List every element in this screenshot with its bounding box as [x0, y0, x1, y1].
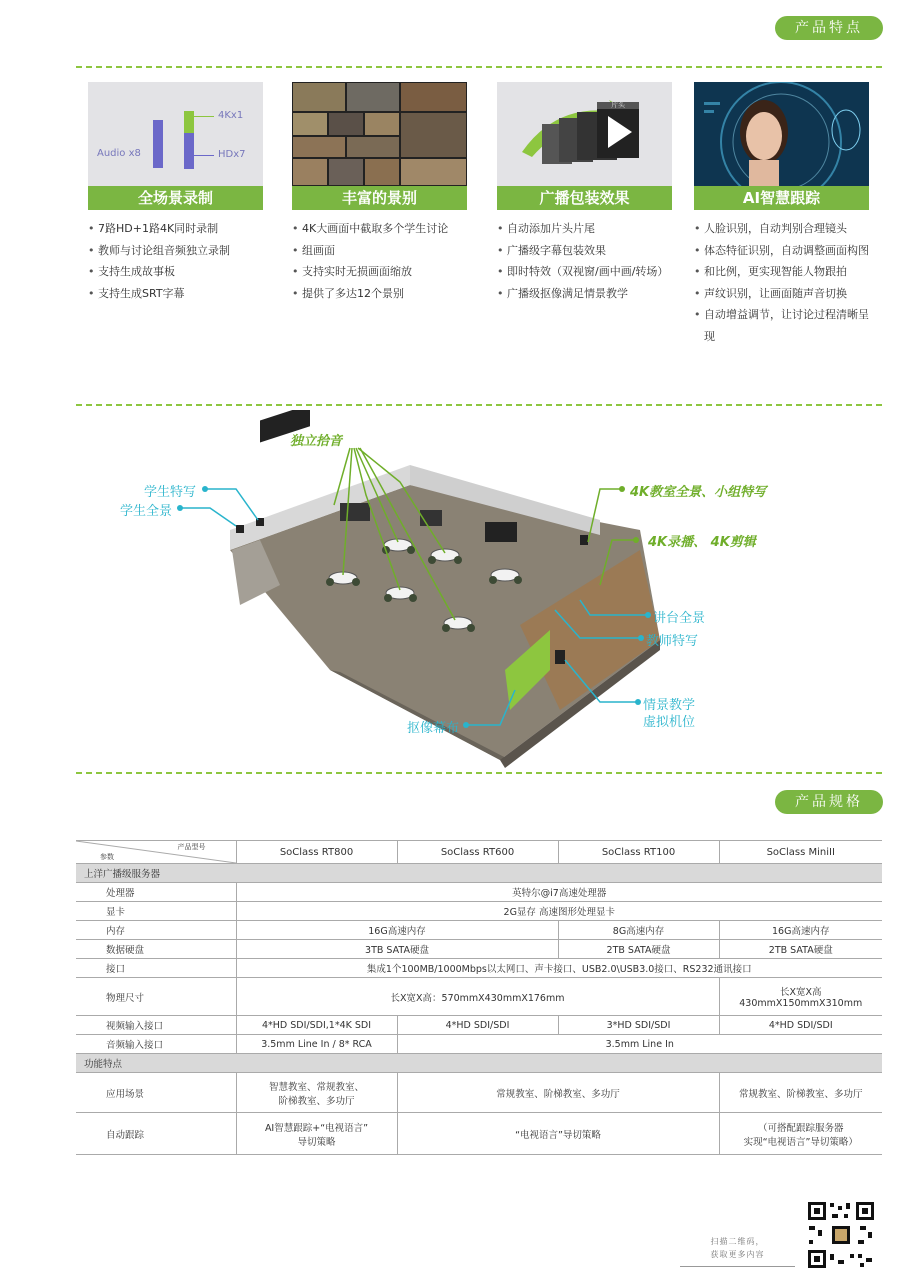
- model-header: SoClass RT600: [397, 841, 558, 864]
- badge-label: 片头: [611, 101, 625, 109]
- classroom-diagram: [0, 410, 900, 770]
- cell: 英特尔@i7高速处理器: [236, 883, 882, 902]
- cell: 常规教室、阶梯教室、多功厅: [397, 1073, 719, 1113]
- list-item: • 声纹识别，让画面随声音切换: [694, 283, 869, 305]
- cell-line: AI智慧跟踪+“电视语言”: [264, 1122, 369, 1134]
- model-header: SoClass RT800: [236, 841, 397, 864]
- table-row: [76, 1113, 882, 1155]
- qr-caption-rule: [680, 1266, 795, 1267]
- list-item: • 4K大画面中截取多个学生讨论: [292, 218, 467, 240]
- table-row: [76, 1035, 882, 1054]
- row-label: 显卡: [76, 902, 236, 921]
- cell: 8G高速内存: [558, 921, 719, 940]
- cell-line: （可搭配跟踪服务器: [757, 1122, 844, 1134]
- section-label: 功能特点: [76, 1054, 882, 1073]
- list-item: • 人脸识别，自动判别合理镜头: [694, 218, 869, 240]
- card-title: AI智慧跟踪: [694, 186, 869, 210]
- card-title: 丰富的景别: [292, 186, 467, 210]
- row-label: 自动跟踪: [76, 1113, 236, 1155]
- film-play-icon: [497, 82, 672, 186]
- card-title: 广播包装效果: [497, 186, 672, 210]
- bullet-list: [694, 218, 869, 347]
- feature-card-broadcast: [497, 82, 672, 304]
- list-item: • 自动增益调节，让讨论过程清晰呈现: [694, 304, 869, 347]
- list-item: • 体态特征识别，自动调整画面构图: [694, 240, 869, 262]
- table-header-row: [76, 841, 882, 864]
- row-label: 应用场景: [76, 1073, 236, 1113]
- keying-screen-label: 抠像幕布: [407, 721, 460, 736]
- spec-table: [76, 840, 882, 1155]
- cell: [719, 1113, 882, 1155]
- bullet-list: [88, 218, 263, 304]
- qr-code[interactable]: [806, 1200, 876, 1270]
- video-bar-hd: [184, 133, 194, 169]
- list-item: • 教师与讨论组音频独立录制: [88, 240, 263, 262]
- multiview-grid-image: [292, 82, 467, 186]
- cell: 2G显存 高速图形处理显卡: [236, 902, 882, 921]
- table-row: [76, 883, 882, 902]
- qr-caption-line2: 获取更多内容: [710, 1250, 765, 1259]
- section-row: [76, 864, 882, 883]
- row-label: 视频输入接口: [76, 1016, 236, 1035]
- list-item: • 自动添加片头片尾: [497, 218, 672, 240]
- section-label: 上洋广播级服务器: [76, 864, 882, 883]
- row-label: 音频输入接口: [76, 1035, 236, 1054]
- cell: 4*HD SDI/SDI: [397, 1016, 558, 1035]
- label-hd: HDx7: [218, 149, 246, 160]
- video-wall: [292, 82, 467, 186]
- qr-caption: [680, 1235, 795, 1261]
- table-row: [76, 1073, 882, 1113]
- corner-cell: [76, 841, 236, 864]
- cell: 16G高速内存: [719, 921, 882, 940]
- section-row: [76, 1054, 882, 1073]
- audio-label: Audio x8: [97, 148, 141, 159]
- cell: [719, 978, 882, 1016]
- corner-top-label: 产品型号: [177, 843, 206, 851]
- virtual-camera-label: 虚拟机位: [643, 715, 696, 730]
- student-wide-label: 学生全景: [120, 504, 173, 519]
- recording-illustration: [88, 82, 263, 186]
- list-item: • 组画面: [292, 240, 467, 262]
- list-item: • 支持实时无损画面缩放: [292, 261, 467, 283]
- cell: 3TB SATA硬盘: [236, 940, 558, 959]
- table-row: [76, 940, 882, 959]
- face-recognition-image: [694, 82, 869, 186]
- divider: [76, 404, 882, 406]
- table-row: [76, 921, 882, 940]
- list-item: • 支持生成SRT字幕: [88, 283, 263, 305]
- feature-card-scenes: [292, 82, 467, 304]
- cell: 16G高速内存: [236, 921, 558, 940]
- row-label: 内存: [76, 921, 236, 940]
- cell: [236, 1113, 397, 1155]
- cell: “电视语言”导切策略: [397, 1113, 719, 1155]
- cell: 3*HD SDI/SDI: [558, 1016, 719, 1035]
- label-4k: 4Kx1: [218, 110, 244, 121]
- k4-wide-label: 4K教室全景、小组特写: [630, 485, 767, 500]
- model-header: SoClass MiniII: [719, 841, 882, 864]
- teacher-label: 教师特写: [646, 634, 699, 649]
- row-label: 物理尺寸: [76, 978, 236, 1016]
- list-item: • 提供了多达12个景别: [292, 283, 467, 305]
- row-label: 处理器: [76, 883, 236, 902]
- table-row: [76, 959, 882, 978]
- cell: 长X宽X高：570mmX430mmX176mm: [236, 978, 719, 1016]
- cell: [236, 1073, 397, 1113]
- cell: 3.5mm Line In / 8* RCA: [236, 1035, 397, 1054]
- corner-bottom-label: 参数: [100, 853, 114, 861]
- cell: 常规教室、阶梯教室、多功厅: [719, 1073, 882, 1113]
- video-bar-4k: [184, 111, 194, 133]
- face-scan-graphic: [694, 82, 869, 186]
- mic-label: 独立拾音: [290, 434, 343, 449]
- qr-caption-line1: 扫描二维码，: [710, 1237, 765, 1246]
- cell: 集成1个100MB/1000Mbps以太网口、声卡接口、USB2.0\USB3.0接口、RS232通讯接口: [236, 959, 882, 978]
- cell: 3.5mm Line In: [397, 1035, 882, 1054]
- list-item: • 支持生成故事板: [88, 261, 263, 283]
- cell-line: 导切策略: [297, 1136, 336, 1148]
- list-item: • 即时特效（双视窗/画中画/转场）: [497, 261, 672, 283]
- row-label: 数据硬盘: [76, 940, 236, 959]
- table-row: [76, 902, 882, 921]
- connector-4k: [194, 116, 214, 117]
- table-row: [76, 1016, 882, 1035]
- cell: 2TB SATA硬盘: [558, 940, 719, 959]
- cell-line: 实现“电视语言”导切策略）: [743, 1136, 858, 1148]
- audio-bar: [153, 120, 163, 168]
- cell-line: 智慧教室、常规教室、: [268, 1081, 364, 1093]
- student-close-label: 学生特写: [144, 485, 197, 500]
- feature-card-recording: [88, 82, 263, 304]
- cell: 4*HD SDI/SDI: [719, 1016, 882, 1035]
- cell-line: 430mmX150mmX310mm: [739, 998, 863, 1009]
- cell: 2TB SATA硬盘: [719, 940, 882, 959]
- classroom-3d-illustration: [0, 410, 900, 770]
- scenario-label: 情景教学: [643, 698, 696, 713]
- row-label: 接口: [76, 959, 236, 978]
- k4-record-label: 4K录播、 4K剪辑: [648, 535, 756, 550]
- qr-code-icon: [806, 1200, 876, 1270]
- cell-line: 长X宽X高: [779, 987, 822, 998]
- cell: 4*HD SDI/SDI,1*4K SDI: [236, 1016, 397, 1035]
- divider: [76, 66, 882, 68]
- list-item: • 广播级抠像满足情景教学: [497, 283, 672, 305]
- podium-label: 讲台全景: [653, 611, 706, 626]
- section-title-features: 产品特点: [775, 16, 883, 40]
- list-item: • 7路HD+1路4K同时录制: [88, 218, 263, 240]
- section-title-specs: 产品规格: [775, 790, 883, 814]
- list-item: • 和比例，更实现智能人物跟拍: [694, 261, 869, 283]
- model-header: SoClass RT100: [558, 841, 719, 864]
- table-row: [76, 978, 882, 1016]
- divider: [76, 772, 882, 774]
- feature-card-ai-tracking: [694, 82, 869, 347]
- broadcast-illustration: [497, 82, 672, 186]
- list-item: • 广播级字幕包装效果: [497, 240, 672, 262]
- bullet-list: [497, 218, 672, 304]
- connector-hd: [194, 155, 214, 156]
- card-title: 全场景录制: [88, 186, 263, 210]
- bullet-list: [292, 218, 467, 304]
- cell-line: 阶梯教室、多功厅: [278, 1095, 355, 1107]
